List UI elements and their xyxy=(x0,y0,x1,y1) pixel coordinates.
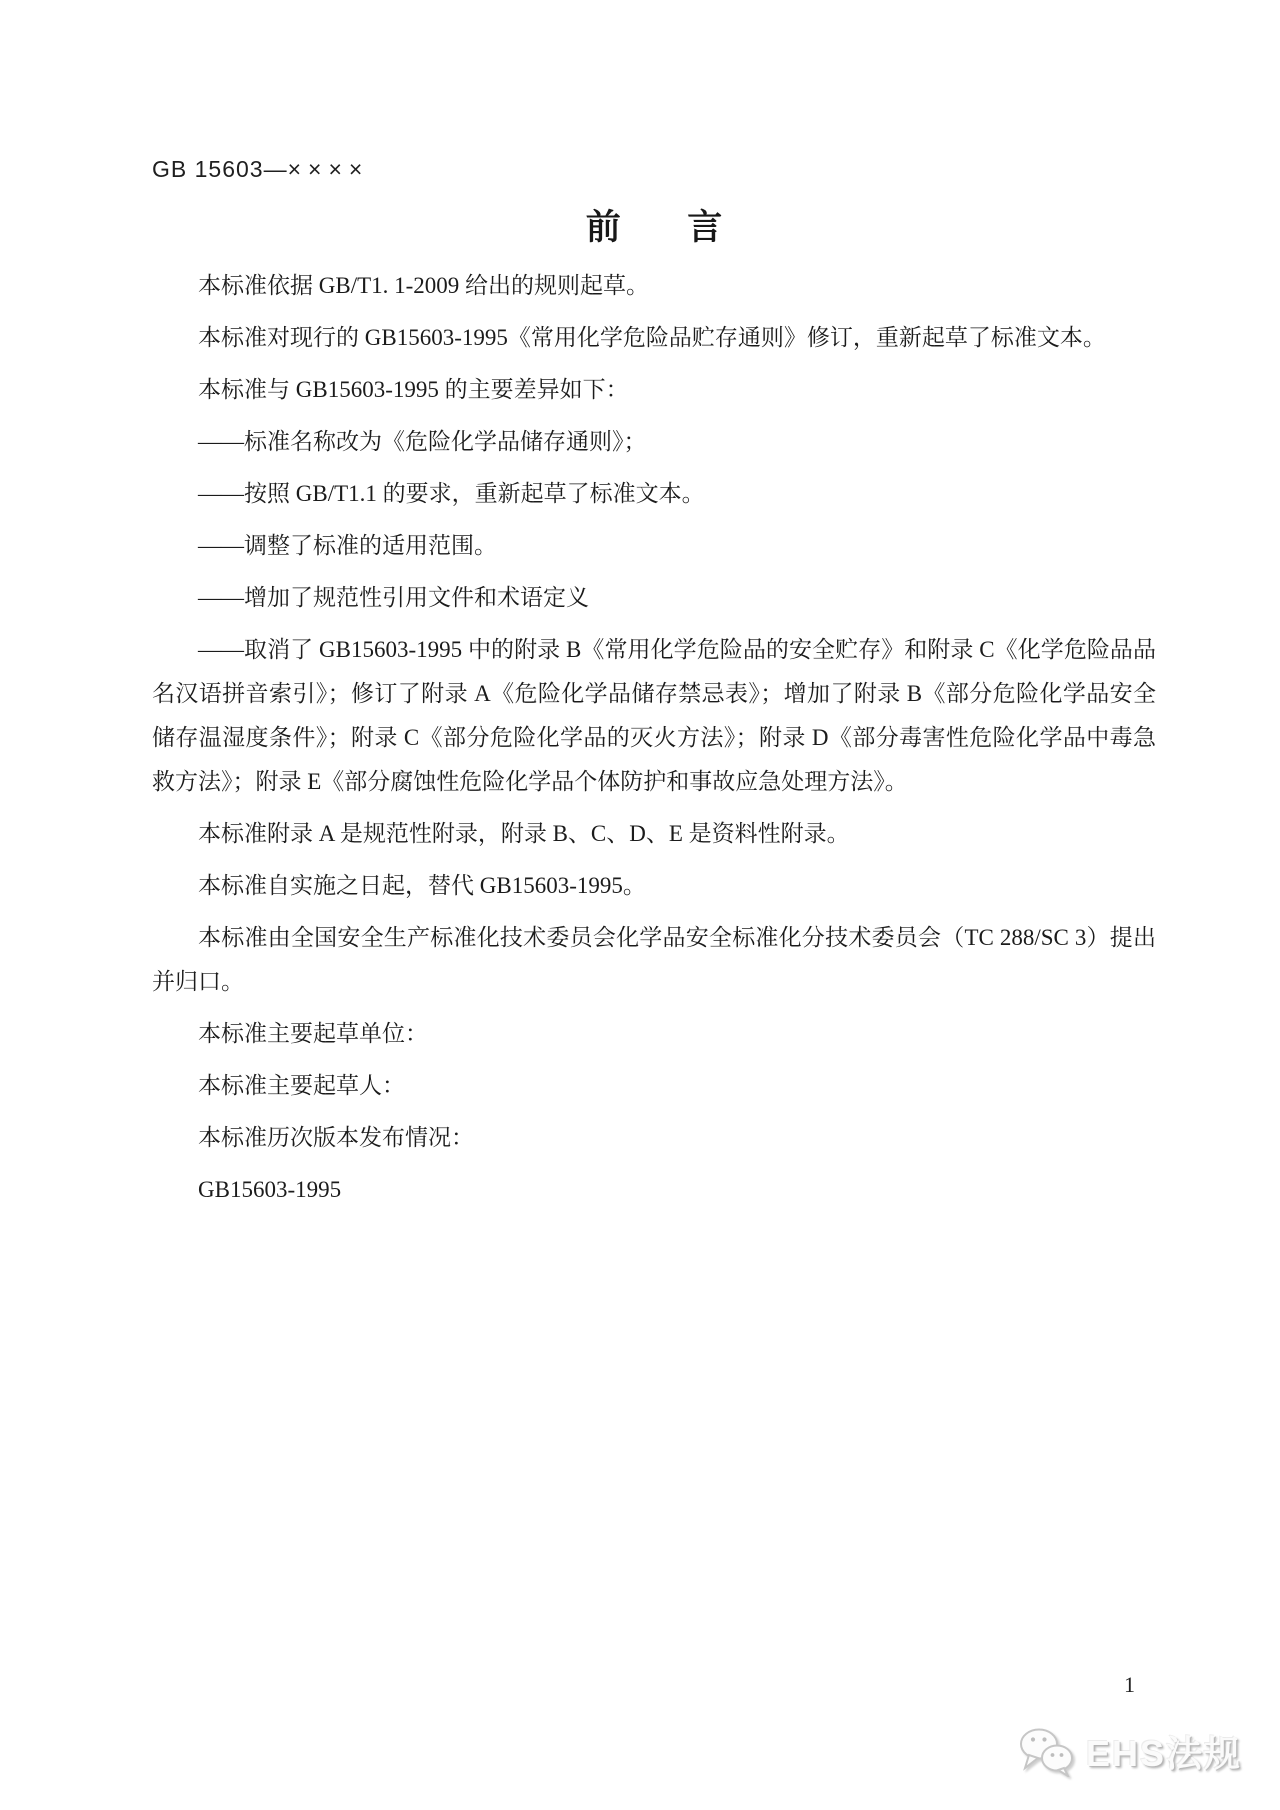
paragraph: 本标准与 GB15603-1995 的主要差异如下： xyxy=(198,377,629,402)
standard-code: GB 15603— xyxy=(152,156,288,182)
paragraph-dash-item: ——调整了标准的适用范围。 xyxy=(198,533,497,558)
paragraph: 本标准对现行的 GB15603-1995《常用化学危险品贮存通则》修订，重新起草了标准文本。 xyxy=(198,325,1106,350)
watermark xyxy=(1018,1726,1242,1777)
paragraph: 本标准自实施之日起，替代 GB15603-1995。 xyxy=(198,873,646,898)
paragraph-dash-item: ——取消了 GB15603-1995 中的附录 B《常用化学危险品的安全贮存》和附录 C《化学危险品品名汉语拼音索引》；修订了附录 A《危险化学品储存禁忌表》；增加了附录 B《部分危险化学品安全储存温湿度条件》；附录 C《部分危险化学品的灭火方法》；附录 D《部分毒害性危险化学品中毒急救方法》；附录 E《部分腐蚀性危险化学品个体防护和事故应急处理方法》。 xyxy=(152,637,1156,794)
page-title-text: 前言 xyxy=(585,208,789,247)
paragraph: GB15603-1995 xyxy=(198,1177,342,1202)
paragraph: 本标准由全国安全生产标准化技术委员会化学品安全标准化分技术委员会（TC 288/SC 3）提出并归口。 xyxy=(152,925,1156,994)
page-title xyxy=(152,205,1156,251)
paragraph: 本标准历次版本发布情况： xyxy=(198,1125,474,1150)
document-body xyxy=(152,264,1156,1220)
paragraph: 本标准主要起草人： xyxy=(198,1073,405,1098)
standard-number xyxy=(152,155,369,183)
paragraph: 本标准依据 GB/T1. 1-2009 给出的规则起草。 xyxy=(198,273,650,298)
paragraph-dash-item: ——按照 GB/T1.1 的要求，重新起草了标准文本。 xyxy=(198,481,705,506)
paragraph: 本标准附录 A 是规范性附录，附录 B、C、D、E 是资料性附录。 xyxy=(198,821,850,846)
paragraph: 本标准主要起草单位： xyxy=(198,1021,428,1046)
wechat-icon xyxy=(1018,1727,1076,1777)
standard-year-placeholder: ×××× xyxy=(287,156,370,182)
watermark-text: EHS法规 xyxy=(1085,1733,1242,1774)
paragraph-dash-item: ——标准名称改为《危险化学品储存通则》； xyxy=(198,429,647,454)
paragraph-dash-item: ——增加了规范性引用文件和术语定义 xyxy=(198,585,589,610)
page-number: 1 xyxy=(1124,1672,1135,1697)
